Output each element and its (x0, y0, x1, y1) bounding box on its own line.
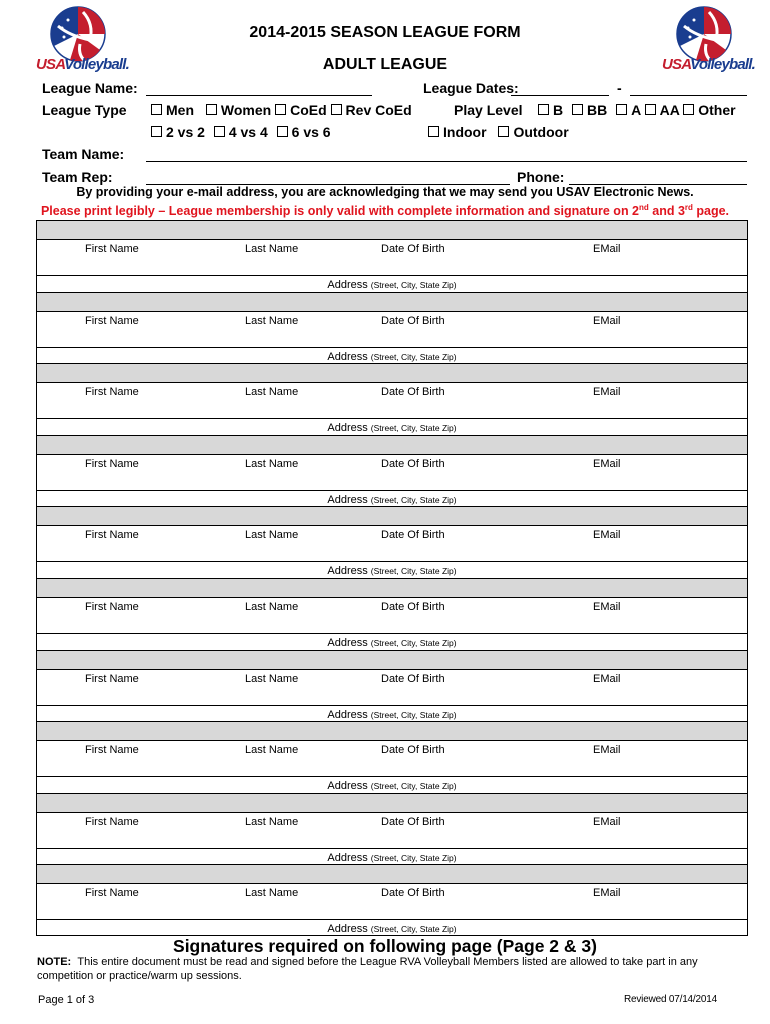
date-of-birth-label[interactable]: Date Of Birth (381, 457, 445, 470)
member-entry (36, 578, 748, 650)
member-number-stripe[interactable] (37, 293, 747, 312)
team-rep-label: Team Rep: (42, 169, 113, 185)
last-name-label[interactable]: Last Name (245, 600, 299, 613)
note-label: NOTE: (37, 956, 72, 968)
signatures-notice: Signatures required on following page (Page 2 & 3) (173, 936, 597, 956)
address-field[interactable]: Address (Street, City, State Zip) (327, 851, 457, 864)
email-label[interactable]: EMail (593, 386, 621, 399)
first-name-label[interactable]: First Name (85, 744, 139, 757)
row-divider (37, 418, 747, 419)
first-name-label[interactable]: First Name (85, 887, 139, 900)
form-subtitle: ADULT LEAGUE (322, 56, 448, 73)
last-name-label[interactable]: Last Name (245, 887, 299, 900)
league-type-label: League Type (42, 102, 127, 118)
first-name-label[interactable]: First Name (85, 672, 139, 685)
date-of-birth-label[interactable]: Date Of Birth (381, 887, 445, 900)
email-label[interactable]: EMail (593, 744, 621, 757)
address-field[interactable]: Address (Street, City, State Zip) (327, 565, 457, 578)
note-text: This entire document must be read and signed before the League RVA Volleyball Members listed are allowed to take part in any competition or practice/warm up sessions. (37, 956, 698, 982)
venue-options (428, 124, 569, 140)
member-entry (36, 793, 748, 865)
first-name-label[interactable]: First Name (85, 243, 139, 255)
row-divider (37, 633, 747, 634)
row-divider (37, 490, 747, 491)
league-type-options (151, 102, 412, 118)
member-entry (36, 363, 748, 435)
member-number-stripe[interactable] (37, 507, 747, 526)
league-name-label: League Name: (42, 80, 138, 96)
checkbox-4vs4[interactable]: 4 vs 4 (214, 124, 268, 140)
row-divider (37, 347, 747, 348)
member-number-stripe[interactable] (37, 579, 747, 598)
format-options (151, 124, 331, 140)
reviewed-date: Reviewed 07/14/2014 (624, 994, 717, 1005)
row-divider (37, 848, 747, 849)
page-number: Page 1 of 3 (38, 994, 95, 1006)
form-title: 2014-2015 SEASON LEAGUE FORM (249, 24, 521, 41)
league-end-date-field[interactable] (630, 95, 747, 96)
address-field[interactable]: Address (Street, City, State Zip) (327, 279, 457, 291)
date-of-birth-label[interactable]: Date Of Birth (381, 314, 445, 327)
row-divider (37, 561, 747, 562)
checkbox-level-b[interactable]: B (538, 102, 563, 118)
email-notice: By providing your e-mail address, you are acknowledging that we may send you USAV Electronic News. (76, 185, 694, 199)
address-field[interactable]: Address (Street, City, State Zip) (327, 350, 457, 363)
email-label[interactable]: EMail (593, 529, 621, 542)
note-paragraph (37, 955, 742, 983)
email-label[interactable]: EMail (593, 600, 621, 613)
address-field[interactable]: Address (Street, City, State Zip) (327, 422, 457, 435)
member-number-stripe[interactable] (37, 722, 747, 741)
legibility-warning: Please print legibly – League membership is only valid with complete information and signature on 2nd and 3rd page. (40, 203, 730, 219)
member-entry (36, 220, 748, 292)
last-name-label[interactable]: Last Name (245, 314, 299, 327)
date-of-birth-label[interactable]: Date Of Birth (381, 815, 445, 828)
team-name-label: Team Name: (42, 146, 125, 162)
member-number-stripe[interactable] (37, 221, 747, 240)
row-divider (37, 275, 747, 276)
member-entry (36, 506, 748, 578)
first-name-label[interactable]: First Name (85, 600, 139, 613)
last-name-label[interactable]: Last Name (245, 744, 299, 757)
row-divider (37, 776, 747, 777)
date-of-birth-label[interactable]: Date Of Birth (381, 386, 445, 399)
checkbox-level-aa[interactable]: AA (645, 102, 680, 118)
email-label[interactable]: EMail (593, 243, 621, 255)
date-of-birth-label[interactable]: Date Of Birth (381, 529, 445, 542)
logo-wordmark: USAVolleyball. (662, 56, 756, 73)
checkbox-outdoor[interactable]: Outdoor (498, 124, 568, 140)
last-name-label[interactable]: Last Name (245, 243, 299, 255)
last-name-label[interactable]: Last Name (245, 672, 299, 685)
first-name-label[interactable]: First Name (85, 457, 139, 470)
member-entry (36, 435, 748, 507)
address-field[interactable]: Address (Street, City, State Zip) (327, 708, 457, 721)
phone-label: Phone: (517, 169, 565, 185)
member-entry (36, 650, 748, 722)
checkbox-indoor[interactable]: Indoor (428, 124, 487, 140)
last-name-label[interactable]: Last Name (245, 529, 299, 542)
last-name-label[interactable]: Last Name (245, 386, 299, 399)
date-of-birth-label[interactable]: Date Of Birth (381, 672, 445, 685)
checkbox-women[interactable]: Women (206, 102, 271, 118)
play-level-options (538, 102, 736, 118)
checkbox-level-other[interactable]: Other (683, 102, 735, 118)
member-number-stripe[interactable] (37, 651, 747, 670)
email-label[interactable]: EMail (593, 887, 621, 900)
checkbox-men[interactable]: Men (151, 102, 194, 118)
play-level-label: Play Level (454, 102, 523, 118)
address-field[interactable]: Address (Street, City, State Zip) (327, 923, 457, 936)
logo-wordmark: USAVolleyball. (36, 56, 130, 73)
first-name-label[interactable]: First Name (85, 815, 139, 828)
member-entry (36, 292, 748, 364)
checkbox-6vs6[interactable]: 6 vs 6 (277, 124, 331, 140)
league-start-date-field[interactable] (511, 95, 609, 96)
team-name-field[interactable] (146, 161, 747, 162)
league-name-field[interactable] (146, 95, 372, 96)
date-of-birth-label[interactable]: Date Of Birth (381, 243, 445, 255)
address-field[interactable]: Address (Street, City, State Zip) (327, 780, 457, 793)
member-number-stripe[interactable] (37, 794, 747, 813)
checkbox-level-a[interactable]: A (616, 102, 641, 118)
league-dates-label: League Dates: (423, 80, 519, 96)
email-label[interactable]: EMail (593, 815, 621, 828)
last-name-label[interactable]: Last Name (245, 815, 299, 828)
email-label[interactable]: EMail (593, 314, 621, 327)
member-number-stripe[interactable] (37, 865, 747, 884)
checkbox-level-bb[interactable]: BB (572, 102, 607, 118)
address-field[interactable]: Address (Street, City, State Zip) (327, 636, 457, 649)
email-label[interactable]: EMail (593, 672, 621, 685)
member-roster (36, 220, 748, 936)
first-name-label[interactable]: First Name (85, 314, 139, 327)
member-number-stripe[interactable] (37, 364, 747, 383)
first-name-label[interactable]: First Name (85, 529, 139, 542)
last-name-label[interactable]: Last Name (245, 457, 299, 470)
date-separator: - (617, 80, 622, 96)
checkbox-rev-coed[interactable]: Rev CoEd (331, 102, 412, 118)
address-field[interactable]: Address (Street, City, State Zip) (327, 493, 457, 506)
member-entry (36, 721, 748, 793)
row-divider (37, 919, 747, 920)
member-number-stripe[interactable] (37, 436, 747, 455)
row-divider (37, 705, 747, 706)
checkbox-coed[interactable]: CoEd (275, 102, 327, 118)
checkbox-2vs2[interactable]: 2 vs 2 (151, 124, 205, 140)
email-label[interactable]: EMail (593, 457, 621, 470)
member-entry (36, 864, 748, 936)
first-name-label[interactable]: First Name (85, 386, 139, 399)
date-of-birth-label[interactable]: Date Of Birth (381, 744, 445, 757)
date-of-birth-label[interactable]: Date Of Birth (381, 600, 445, 613)
